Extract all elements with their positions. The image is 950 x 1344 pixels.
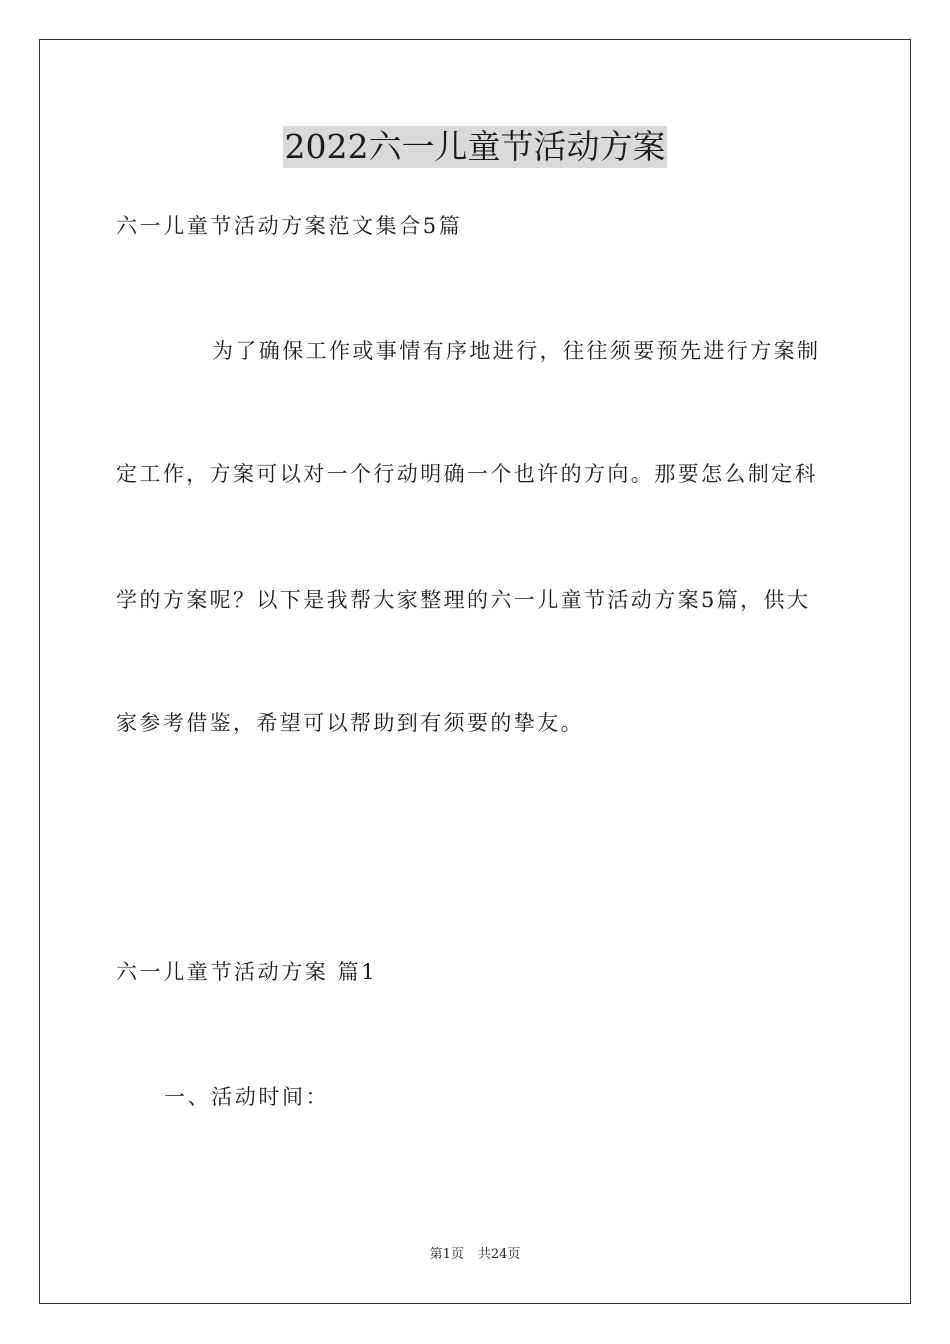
intro-paragraph-line-3: 学的方案呢？以下是我帮大家整理的六一儿童节活动方案5篇，供大	[116, 588, 811, 612]
document-subtitle: 六一儿童节活动方案范文集合5篇	[116, 214, 463, 238]
title-container	[0, 126, 950, 168]
intro-paragraph-line-4: 家参考借鉴，希望可以帮助到有须要的挚友。	[116, 711, 584, 735]
intro-paragraph-line-2: 定工作，方案可以对一个行动明确一个也许的方向。那要怎么制定科	[116, 462, 818, 486]
list-item-activity-time: 一、活动时间：	[164, 1085, 330, 1109]
document-title: 2022六一儿童节活动方案	[284, 127, 666, 166]
section-heading: 六一儿童节活动方案 篇1	[116, 960, 378, 984]
page-total: 共24页	[477, 1247, 521, 1262]
page-number: 第1页	[429, 1247, 464, 1262]
intro-paragraph-line-1: 为了确保工作或事情有序地进行，往往须要预先进行方案制	[212, 339, 821, 363]
page-footer	[0, 1246, 950, 1264]
